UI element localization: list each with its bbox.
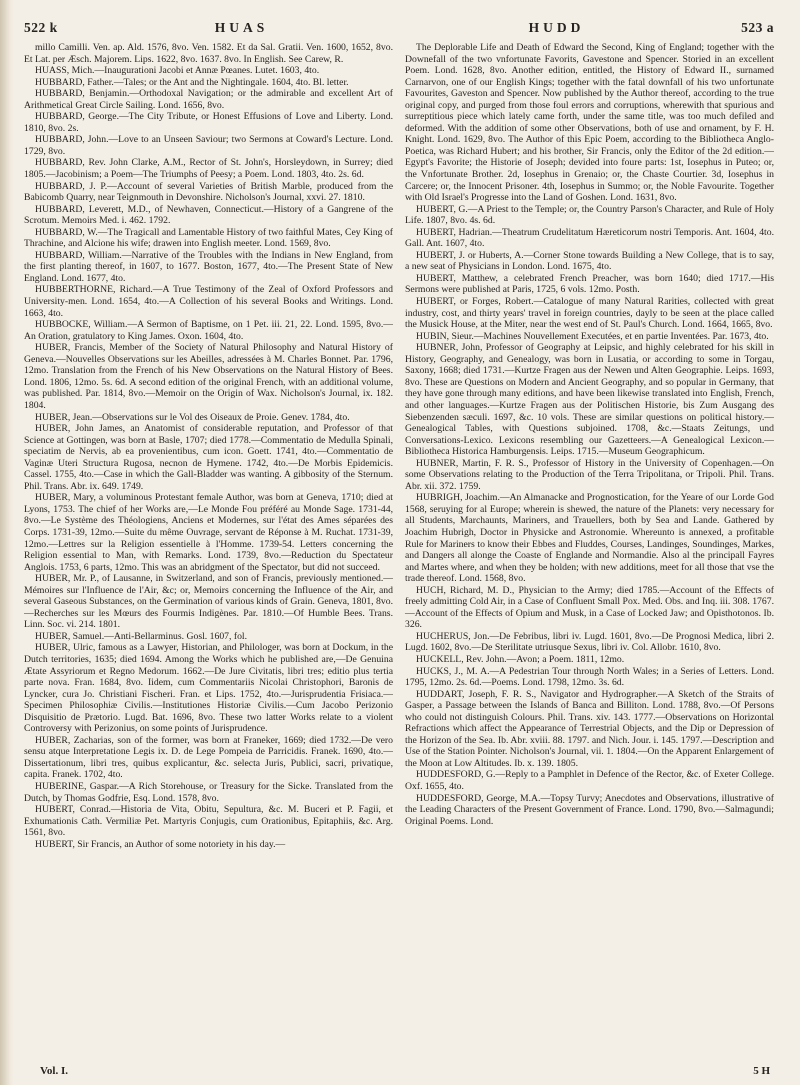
page-binding-shadow xyxy=(0,0,14,1085)
bibliography-entry: HUBBOCKE, William.—A Sermon of Baptisme, on 1 Pet. iii. 21, 22. Lond. 1595, 8vo.—An Oration, gratulatory to King James. Oxon. 1604, 4to. xyxy=(24,319,393,342)
bibliography-entry: HUBBERTHORNE, Richard.—A True Testimony of the Zeal of Oxford Professors and University-men. Lond. 1654, 4to.—A Collection of his several Books and Writings. Lond. 1663, 4to. xyxy=(24,284,393,319)
volume-label: Vol. I. xyxy=(40,1065,69,1077)
bibliography-entry: HUBERT, J. or Huberts, A.—Corner Stone towards Building a New College, that is to say, a new seat of Physicians in London. Lond. 1675, 4to. xyxy=(405,249,774,273)
page-number-left: 522 k xyxy=(24,20,58,35)
bibliography-entry: HUBBARD, Rev. John Clarke, A.M., Rector of St. John's, Horsleydown, in Surrey; died 1805.—Jacobinism; a Poem—The Triumphs of Peesy; a Poem. Lond. 1803, 4to. 2s. 6d. xyxy=(24,157,393,181)
bibliography-entry: HUDDART, Joseph, F. R. S., Navigator and Hydrographer.—A Sketch of the Straits of Gasper, a Passage between the Islands of Banca and Billiton. Lond. 1788, 8vo.—Of Persons who could not distinguish Colours. Phil. Trans. xiv. 143. 1777.—Observations on Horizontal Refractions which affect the Appearance of Terrestrial Objects, and the Dip or Depression of the Horizon of the Sea. Ib. Abr. xviii. 88. 1797. and Nich. Jour. i. 145. 1797.—Description and Use of the Station Pointer. Nicholson's Journal, vii. 1. 1804.—On the Apparent Enlargement of the Moon at Low Altitudes. Ib. x. 139. 1805. xyxy=(405,688,774,769)
left-column xyxy=(24,42,393,1062)
bibliography-entry: HUBIN, Sieur.—Machines Nouvellement Executées, et en partie Inventées. Par. 1673, 4to. xyxy=(416,330,769,342)
bibliography-entry: HUBER, Francis, Member of the Society of Natural Philosophy and Natural History of Geneva.—Nouvelles Observations sur les Abeilles, adressées à M. Charles Bonnet. Par. 1796, 12mo. Translation from the French of his New Observations on the Natural History of Bees. Lond. 1806, 12mo. 5s. 6d. A second edition of the original French, with an additional volume, was published. Par. 1814, 8vo.—Memoir on the Origin of Wax. Nicholson's Journal, ix. 182. 1804. xyxy=(24,342,393,411)
bibliography-entry: HUBER, Mary, a voluminous Protestant female Author, was born at Geneva, 1710; died at Lyons, 1753. The chief of her Works are,—Le Monde Fou préféré au Monde Sage. 1731-44, 8vo.—Le Système des Théologiens, Anciens et Modernes, sur l'état des Ames séparées des Corps. 1731-39, 12mo.—Suite du même Ouvrage, servant de Réponse à M. Ruchat. 1731-39, 12mo.—Lettres sur la Religion essentielle à l'Homme. 1739-54. Letters concerning the Religion essential to Man, with Remarks. Lond. 1739, 8vo.—Reduction du Spectateur Anglois. 1753, 6 parts, 12mo. This was an abridgment of the Spectator, but did not succeed. xyxy=(24,492,393,573)
bibliography-entry: HUBERT, Sir Francis, an Author of some notoriety in his day.— xyxy=(35,838,286,850)
bibliography-entry: HUBBARD, Father.—Tales; or the Ant and the Nightingale. 1604, 4to. Bl. letter. xyxy=(35,76,349,88)
right-column xyxy=(405,42,774,1062)
bibliography-entry: HUBER, Samuel.—Anti-Bellarminus. Gosl. 1607, fol. xyxy=(35,630,248,642)
bibliography-entry: HUBER, Mr. P., of Lausanne, in Switzerland, and son of Francis, previously mentioned.—Mémoires sur l'Influence de l'Air, &c; or, Memoirs concerning the Influence of the Air, and several Gaseous Substances, on the Germination of various kinds of Grain. Geneva, 1801, 8vo.—Recherches sur les Mœurs des Fourmis Indigènes. Par. 1810.—Of Humble Bees. Trans. Linn. Soc. vi. 214. 1801. xyxy=(24,573,393,631)
bibliography-entry: HUDDESFORD, G.—Reply to a Pamphlet in Defence of the Rector, &c. of Exeter College. Oxf. 1655, 4to. xyxy=(405,769,774,792)
running-header xyxy=(24,20,774,42)
bibliography-entry: HUBNER, Martin, F. R. S., Professor of History in the University of Copenhagen.—On some Observations relating to the Production of the Terra Tripolitana, or Tripoli. Phil. Trans. Abr. xii. 372. 1759. xyxy=(405,457,774,492)
bibliography-entry: HUBRIGH, Joachim.—An Almanacke and Prognostication, for the Yeare of our Lorde God 1568, seruying for al Europe; wherein is shewed, the nature of the Planets: very necessary for all Students, Marchaunts, Mariners, and Trauellers, both by Sea and Lande. Gathered by Joachim Hubrigh, Doctor in Physicke and Astronomie. Whereunto is annexed, a profitable Rule for Mariners to know their Ebbes and Fluddes, Courses, Landinges, Soundinges, Markes, and Dangers all alonge the Coaste of Englande and Normandie. Also al the principall Fayres and Martes where, and when they be holden; with new additions, meet for all those that vse the trade thereof. Lond. 1568, 8vo. xyxy=(405,492,774,585)
bibliography-entry: millo Camilli. Ven. ap. Ald. 1576, 8vo. Ven. 1582. Et da Sal. Gratii. Ven. 1600, 1652, 8vo. Et Lat. per Æsch. Majorem. Lips. 1622, 8vo. 1637. 8vo. In English. See Carew, R. xyxy=(24,42,393,65)
bibliography-entry: HUBNER, John, Professor of Geography at Leipsic, and highly celebrated for his skill in History, Geography, and Genealogy, was born in Lusatia, or according to some in Torgau, Saxony, 1668; died 1731.—Kurtze Fragen aus der Newen und Alten Geographie. Leips. 1693, 8vo. These are Questions on Modern and Ancient Geography, and so popular in Germany, that they have gone through many editions, and have been likewise translated into English, French, and other languages.—Kurtze Fragen aus der Politischen Historie, bis Zum Ausgang des Siebenzenden sæculi. 1697, &c. 10 vols. These are similar questions on political history.—Genealogical Tables, with Questions subjoined. 1708, &c.—Staats Zeitungs, und Conversations-Lexico. Lexicons resembling our Gazetteers.—A Genealogical Lexicon.—Bibliotheca Historica Hamburgensis. Leips. 1715.—Museum Geographicum. xyxy=(405,342,774,458)
bibliography-entry: HUBBARD, William.—Narrative of the Troubles with the Indians in New England, from the first planting thereof, in 1607, to 1677. Boston, 1677, 4to.—The Present State of New England. Lond. 1677, 4to. xyxy=(24,249,393,284)
bibliography-entry: HUCKS, J., M. A.—A Pedestrian Tour through North Wales; in a Series of Letters. Lond. 1795, 12mo. 2s. 6d.—Poems. Lond. 1798, 12mo. 3s. 6d. xyxy=(405,665,774,689)
bibliography-entry: HUBER, Zacharias, son of the former, was born at Franeker, 1669; died 1732.—De vero sensu atque Interpretatione Legis ix. D. de Lege Pompeia de Parricidis. Franek. 1690, 4to.—Dissertationum, libri tres, quibus explicantur, &c. selecta Juris, Publici, sacri, privatique, capita. Franek. 1702, 4to. xyxy=(24,734,393,781)
bibliography-entry: HUBERINE, Gaspar.—A Rich Storehouse, or Treasury for the Sicke. Translated from the Dutch, by Thomas Godfrie, Esq. Lond. 1578, 8vo. xyxy=(24,781,393,804)
bibliography-entry: HUBBARD, J. P.—Account of several Varieties of British Marble, produced from the Babicomb Quarry, near Teignmouth in Devonshire. Nicholson's Journal, xxvi. 27. 1810. xyxy=(24,180,393,204)
bibliography-entry: HUBBARD, George.—The City Tribute, or Honest Effusions of Love and Liberty. Lond. 1810, 8vo. 2s. xyxy=(24,111,393,134)
bibliography-entry: HUBER, John James, an Anatomist of considerable reputation, and Professor of that Science at Gottingen, was born at Basle, 1707; died 1778.—Commentatio de Medulla Spinali, speciatim de Nervis, ab ea provenientibus, cum icon. Goett. 1741, 4to.—Commentatio de Vaginæ Uteri Structura Rugosa, necnon de Hymene. 1742, 4to.—De Morbis Epidemicis. Cassel. 1755, 4to.—Case in which the Gall-Bladder was wanting. A gibbosity of the Sternum. Phil. Trans. Abr. ix. 649. 1749. xyxy=(24,423,393,492)
bibliography-entry: HUDDESFORD, George, M.A.—Topsy Turvy; Anecdotes and Observations, illustrative of the Leading Characters of the Present Government of France. Lond. 1790, 8vo.—Salmagundi; Original Poems. Lond. xyxy=(405,792,774,827)
two-column-body xyxy=(24,42,774,1062)
bibliography-entry: HUBERT, Conrad.—Historia de Vita, Obitu, Sepultura, &c. M. Buceri et P. Fagii, et Exhumationis Cath. Vermiliæ Pet. Martyris Conjugis, cum Orationibus, Epitaphiis, &c. Arg. 1561, 8vo. xyxy=(24,804,393,839)
bibliography-entry: HUBERT, Hadrian.—Theatrum Crudelitatum Hæreticorum nostri Temporis. Ant. 1604, 4to. Gall. Ant. 1607, 4to. xyxy=(405,226,774,250)
bibliography-entry: HUCKELL, Rev. John.—Avon; a Poem. 1811, 12mo. xyxy=(416,653,625,665)
running-head-left: HUAS xyxy=(214,20,269,35)
bibliography-entry: HUBER, Ulric, famous as a Lawyer, Historian, and Philologer, was born at Dockum, in the Dutch territories, 1635; died 1694. Among the Works which he published are,—De Genuina Ætate Assyriorum et Regno Medorum. 1662.—De Jure Civitatis, libri tres; editio plus tertia parte nova. Fran. 1684, 8vo. Iidem, cum Commentariis Nicolai Christophori, Baronis de Lyncker, cura Jo. Christiani Fischeri. Fran. et Lips. 1752, 4to.—Jurisprudentia Frisiaca.—Specimen Philosophiæ Civilis.—Institutiones Historiæ Civilis.—Cum Jacobo Perizonio Disquisitio de Prætorio. Lugd. Bat. 1696, 8vo. These two latter Works relate to a violent Controversy with Perizonius, on some points of Jurisprudence. xyxy=(24,642,393,735)
bibliography-entry: HUBERT, or Forges, Robert.—Catalogue of many Natural Rarities, collected with great industry, cost, and thirty years' travel in foreign countries, dayly to be seen at the place called the Musick House, at the Miter, near the west end of St. Paul's Church. Lond. 1664, 1665, 8vo. xyxy=(405,296,774,331)
bibliography-entry: HUBBARD, W.—The Tragicall and Lamentable History of two faithful Mates, Cey King of Thrachine, and Alcione his wife; drawen into English meeter. Lond. 1569, 8vo. xyxy=(24,226,393,250)
bibliography-entry: HUBERT, Matthew, a celebrated French Preacher, was born 1640; died 1717.—His Sermons were published at Paris, 1725, 6 vols. 12mo. Posth. xyxy=(405,272,774,296)
bibliography-entry: HUASS, Mich.—Inaugurationi Jacobi et Annæ Pœanes. Lutet. 1603, 4to. xyxy=(35,65,320,77)
bibliography-entry: HUBERT, G.—A Priest to the Temple; or, the Country Parson's Character, and Rule of Holy Life. 1807, 8vo. 4s. 6d. xyxy=(405,203,774,227)
signature-mark: 5 H xyxy=(753,1065,770,1077)
bibliography-entry: HUCHERUS, Jon.—De Febribus, libri iv. Lugd. 1601, 8vo.—De Prognosi Medica, libri 2. Lugd. 1602, 8vo.—De Sterilitate utriusque Sexus, libri iv. Col. Allobr. 1610, 8vo. xyxy=(405,630,774,654)
bibliography-entry: The Deplorable Life and Death of Edward the Second, King of England; together with the Downefall of the two vnfortunate Favorits, Gavestone and Spencer. Storied in an excellent Poem. Lond. 1628, 8vo. Another edition, entitled, the History of Edward II., surnamed Carnarvon, one of our English Kings; together with the fatal downfall of his two unfortunate Favourites, Gaveston and Spencer. Now published by the Author thereof, according to the true original copy, and purged from those foul errors and corruptions, wherewith that spurious and surreptitious piece which lately came forth, under the same title, was too much defiled and deformed. With the addition of some other Observations, both of use and ornament, by F. H. Knight. Lond. 1629, 8vo. The Author of this Epic Poem, according to the Bibliotheca Anglo-Poetica, was Richard Hubert; and his brother, Sir Francis, only the Editor of the 2d edition.—Egypt's Favorite; the Historie of Joseph; devided into foure parts: 1st, Iosephus in Puteo; or, the Vnfortunate Brother. 2d, Iosephus in Grenaio; or, the Chaste Courtier. 3d, Iosephus in Carcere; or, the Innocent Prisoner. 4th, Iosephus in Summo; or, the Noble Favourite. Together with Old Israel's Progresse into the Land of Goshen. Lond. 1631, 8vo. xyxy=(405,42,774,204)
bibliography-entry: HUBBARD, John.—Love to an Unseen Saviour; two Sermons at Coward's Lecture. Lond. 1729, 8vo. xyxy=(24,134,393,157)
bibliography-entry: HUBBARD, Benjamin.—Orthodoxal Navigation; or the admirable and excellent Art of Arithmetical Great Circle Sailing. Lond. 1656, 8vo. xyxy=(24,88,393,111)
page-number-right: 523 a xyxy=(741,20,774,35)
running-head-right: HUDD xyxy=(528,20,585,35)
page-footer xyxy=(40,1065,770,1077)
bibliography-entry: HUCH, Richard, M. D., Physician to the Army; died 1785.—Account of the Effects of freely admitting Cold Air, in a Case of Confluent Small Pox. Med. Obs. and Inq. iii. 308. 1767.—Account of the Effects of Opium and Musk, in a Case of Locked Jaw; and Opisthotonos. Ib. 326. xyxy=(405,584,774,631)
bibliography-entry: HUBER, Jean.—Observations sur le Vol des Oiseaux de Proie. Genev. 1784, 4to. xyxy=(35,411,350,423)
bibliography-entry: HUBBARD, Leverett, M.D., of Newhaven, Connecticut.—History of a Gangrene of the Scrotum. Memoirs Med. i. 462. 1792. xyxy=(24,203,393,227)
